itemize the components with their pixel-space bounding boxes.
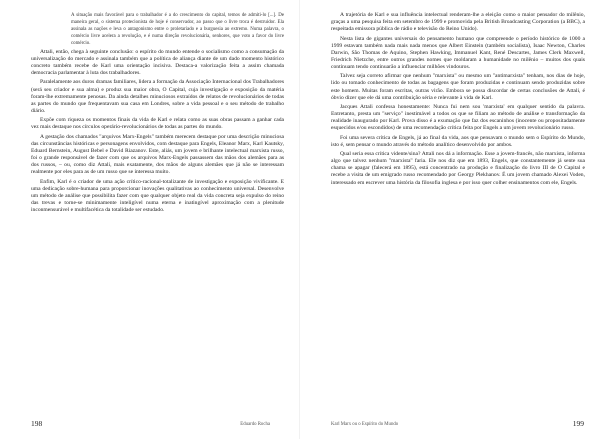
left-text-column (31, 12, 284, 216)
paragraph: Expõe com riqueza os momentos finais da vida de Karl e relata como as suas obras passam a ganhar cada vez mais destaque nos círculos operário-revolucionários de todas as partes do mundo. (31, 117, 284, 131)
paragraph: Foi uma severa crítica de Engels, já ao final da vida, aos que pensavam o mundo sem o Espírito do Mundo, isto é, sem pensar o mundo através do método analítico desenvolvido por ambos. (331, 134, 585, 148)
right-page-footer (331, 418, 584, 428)
right-page (300, 0, 600, 439)
right-text-column (331, 12, 585, 189)
paragraph: Paralelamente aos duros dramas familiares, lidera a formação da Associação Internacional dos Trabalhadores (será seu criador e sua alma) e produz sua maior obra, O Capital, cuja investigação e exposição da matéria foram-lhe extremamente penosas. Da ainda detalhes minuciosos extraídos de relatos de revolucionários de todas as partes do mundo que frequentavam sua casa em Londres, sobre a vida pessoal e o seu método de trabalho diário. (31, 79, 285, 114)
left-page-footer (31, 418, 284, 428)
paragraph: Qual seria essa crítica vidente/sina? Attali nos dá a informação. Esse a jovem-francês, não marxista, informa algo que talvez nenhum "marxista" faria. Ele nos diz que em 1893, Engels, que constantemente já sente sua chama se apagar (falecerá em 1895), está concentrado na produção e finalização do livro III de O Capital e recebe a visita de um emigrado russo recomendado por Georgy Plekhanov. É um jovem chamado Alexei Voden, interessado em escrever uma história da filosofia inglesa e por isso quer colher ensinamentos com ele, Engels. (331, 151, 585, 186)
page-number: 198 (31, 419, 43, 428)
paragraph: A trajetória de Karl e sua influência intelectual renderam-lhe a eleição como o maior pensador do milênio, graças a uma pesquisa feita em setembro de 1999 e promovida pela British Broadcasting Corporation (a BBC), a respeitada emissora pública de rádio e televisão do Reino Unido). (331, 12, 585, 33)
paragraph: Jacques Attali confessa honestamente: Nunca fui nem sou 'marxista' em qualquer sentido da palavra. Entretanto, presta um "serviço" inestimável a todos os que se filiam ao método de análise e transformação da realidade inaugurado por Karl. Prova disso é a exumação que faz dos escaninhos (inocente ou propositadamente esquecidos e/ou escondidos) de uma recomendação crítica feita por Engels a um jovem revolucionário russo. (331, 104, 585, 132)
paragraph: Nesta lista de gigantes universais do pensamento humano que compreende o período histórico de 1000 a 1999 estavam também nada mais nada menos que Albert Einstein (também socialista), Isaac Newton, Charles Darwin, São Thomas de Aquino, Stephen Hawking, Immanuel Kant, René Descartes, James Clerk Maxwell, Friedrich Nietzche, entre outros grandes nomes que moldaram a humanidade no milênio – muitos dos quais continuam tendo continuarão a influenciar milhões vindouros. (331, 35, 585, 70)
running-head: Eduardo Rocha (240, 422, 270, 427)
paragraph: Attali, então, chega à seguinte conclusão: o espírito do mundo entende o socialismo como a consumação da universalização do mercado e assinala também que a política de aliança diante de um dado momento histórico concreto também recebe de Karl uma orientação incisiva. Destaca-a valorização feita a assim chamada democracia parlamentar à luta dos trabalhadores. (31, 48, 284, 77)
running-head: Karl Marx ou o Espírito do Mundo (331, 422, 399, 427)
paragraph: A gestação dos chamados "arquivos Marx-Engels" também merecem destaque por uma descrição minuciosa das circunstâncias históricas e personagens envolvidos, com destaque para Engels, Eleanor Marx, Karl Kautsky, Eduard Bernstein, August Bebel e David Riazanov. Este, aliás, um jovem e brilhante intelectual marxista russo, foi o grande responsável de fazer com que os arquivos Marx-Engels passassem das mãos dos alemães para as dos russos, – ou, como diz Attali, mais exatamente, dos mãos de alguns alemães que já não se interessam realmente por eles para as de um russo que se interessa muito. (31, 133, 284, 176)
paragraph: Enfim, Karl é o criador de uma ação crítico-racional-totalizante de investigação e exposição vivificante. E uma dedicação sobre-humana para proporcionar inovações qualitativas ao conhecimento universal. Desenvolve um método de análise que possibilita fazer com que qualquer objeto real da vida concreta seja expulso do reino das trevas e torne-se minimamente inteligível numa eterna e inatingível aproximação com a plenitude inconmensurável e multifacética da totalidade ser estudado. (31, 178, 284, 213)
block-quote: A situação mais favorável para o trabalhador é a do crescimento do capital, temos de admiti-lo [...]. De maneira geral, o sistema protecionista de hoje é conservador, ao passo que o livre troca é destruidor. Ela assinala as nações e leva o antagonismo entre o proletariado e a burguesia ao extremo. Numa palavra, o comércio livre acelera a revolução, e é numa direção revolucionária, senhores, que voto a favor do livre comércio. (71, 13, 284, 47)
page-number: 199 (572, 419, 584, 428)
paragraph: Talvez seja correto afirmar que nenhum "marxista" ou mesmo um "antimarxista" tenham, nos dias de hoje, lido ou tomado conhecimento de todas as bagagens que foram produzidas e continuam sendo produzidas sobre este homem. Muitas foram escritas, outras virão. Embora se possa discordar de certas conclusões de Attali, é óbvio dizer que ele dá uma contribuição séria e relevante à vida de Karl. (331, 73, 585, 101)
